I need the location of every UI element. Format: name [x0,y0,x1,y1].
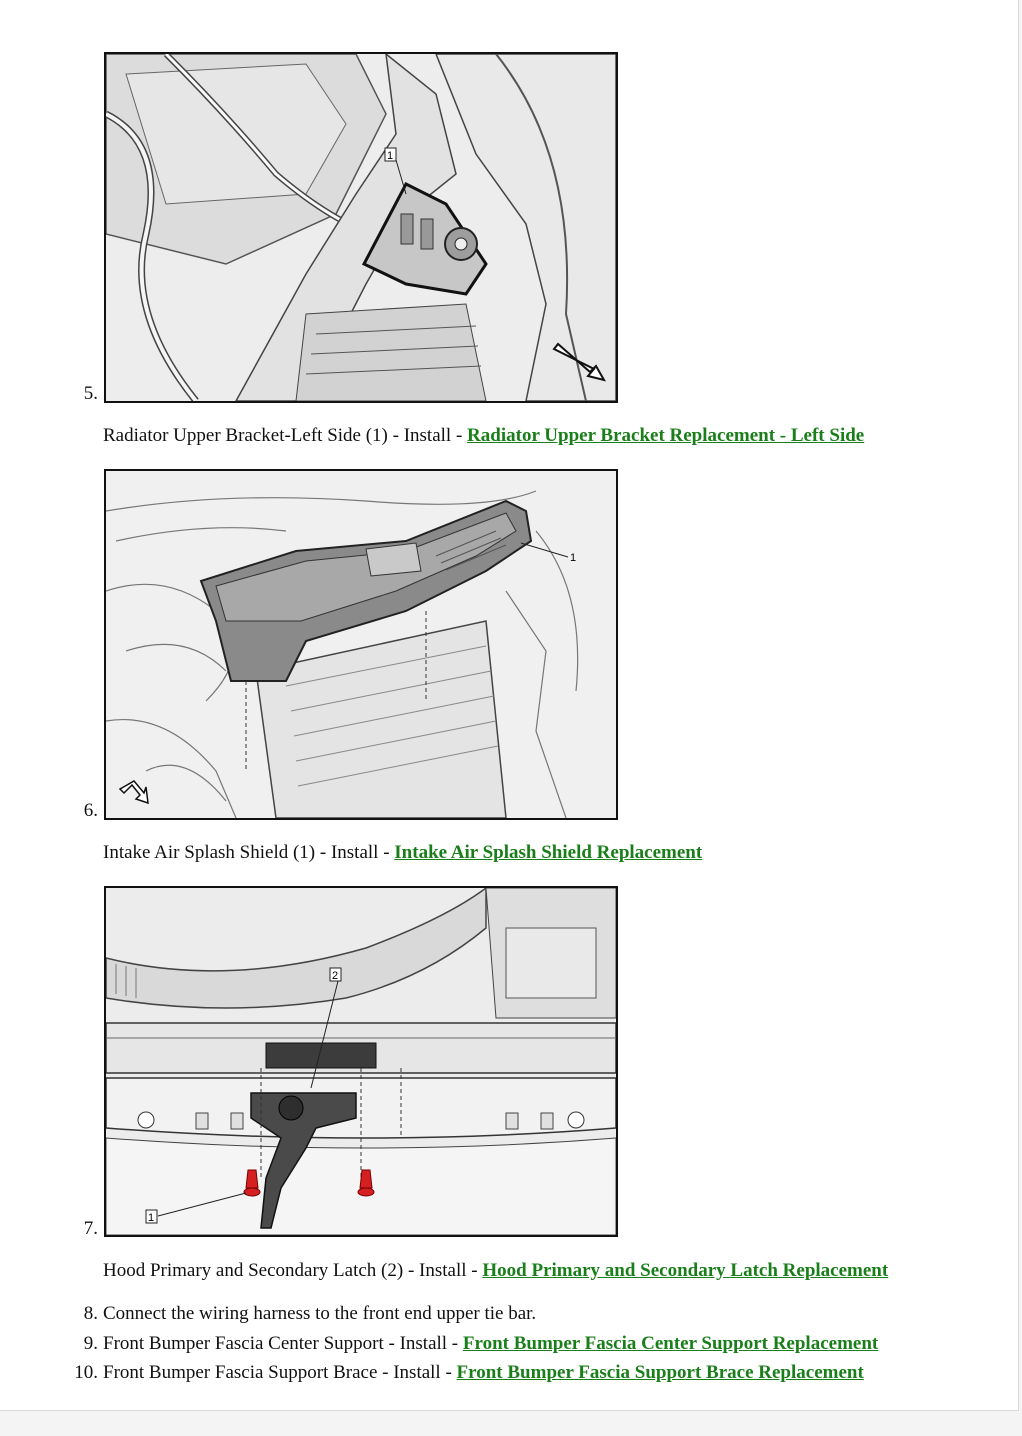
step-9-link[interactable]: Front Bumper Fascia Center Support Replacement [462,1333,879,1354]
callout-1: 1 [570,552,577,564]
step-6-text: Intake Air Splash Shield (1) - Install - [103,842,395,863]
step-6-link[interactable]: Intake Air Splash Shield Replacement [394,842,703,863]
step-8-line [103,1303,536,1325]
step-7-link[interactable]: Hood Primary and Secondary Latch Replacement [482,1260,889,1281]
callout-2: 2 [332,970,339,982]
splash-shield-illustration [106,471,616,818]
step-number-5: 5. [83,383,98,404]
step-5-caption [103,425,864,447]
step-9-line [103,1333,878,1355]
step-number-8: 8. [83,1303,98,1324]
step-6-caption [103,842,702,864]
figure-hood-latch [104,886,618,1237]
step-8-text: Connect the wiring harness to the front end upper tie bar. [103,1303,537,1324]
step-number-9: 9. [83,1333,98,1354]
step-number-7: 7. [83,1218,98,1239]
step-number-10: 10. [74,1362,98,1383]
radiator-bracket-illustration [106,54,616,401]
step-10-line [103,1362,864,1384]
step-10-link[interactable]: Front Bumper Fascia Support Brace Replacement [456,1362,864,1383]
hood-latch-illustration [106,888,616,1235]
step-number-6: 6. [83,800,98,821]
callout-1: 1 [387,150,394,162]
figure-radiator-upper-bracket [104,52,618,403]
step-9-text: Front Bumper Fascia Center Support - Install - [103,1333,463,1354]
step-5-text: Radiator Upper Bracket-Left Side (1) - Install - [103,425,468,446]
step-5-link[interactable]: Radiator Upper Bracket Replacement - Left Side [467,425,865,446]
step-7-text: Hood Primary and Secondary Latch (2) - Install - [103,1260,483,1281]
step-10-text: Front Bumper Fascia Support Brace - Install - [103,1362,457,1383]
figure-intake-air-splash-shield [104,469,618,820]
callout-1: 1 [148,1212,155,1224]
step-7-caption [103,1260,888,1282]
